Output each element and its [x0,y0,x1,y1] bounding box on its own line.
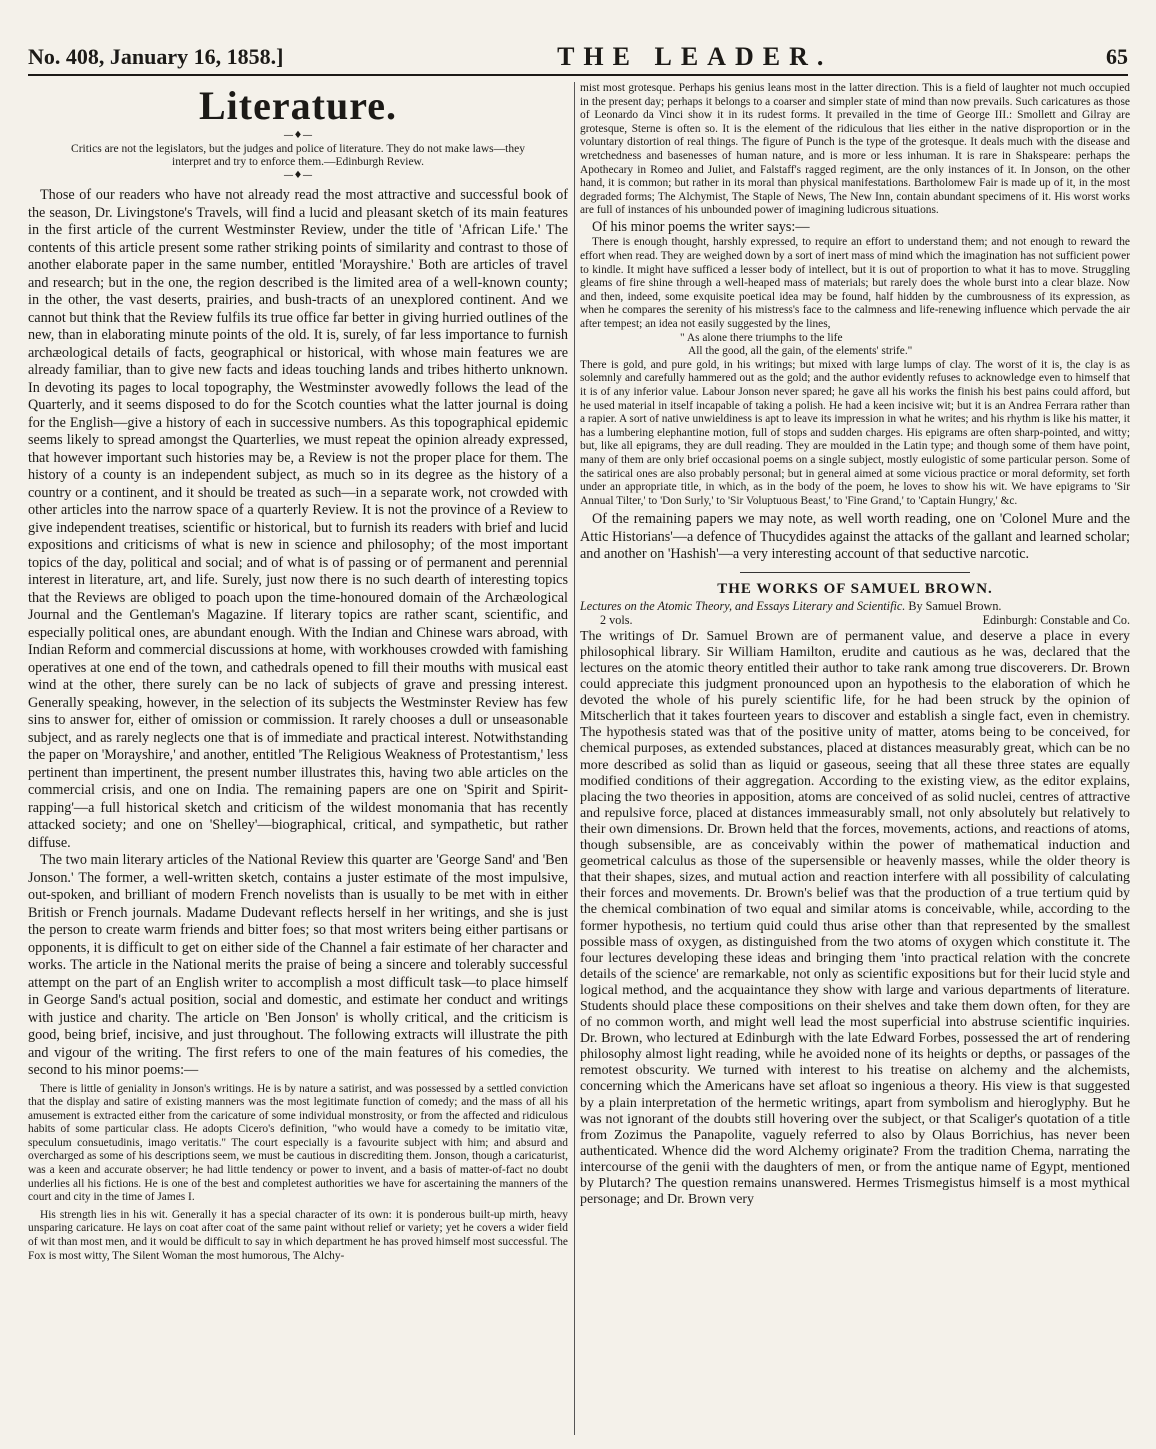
verse-line-2: All the good, all the gain, of the elements' strife." [688,345,913,358]
review-work-title: Lectures on the Atomic Theory, and Essays Literary and Scientific. [580,598,906,613]
quotation-comedy: There is little of geniality in Jonson's writings. He is by nature a satirist, and was possessed by a settled conviction that the display and satire of existing manners was the most legitimate function of comedy; and the mass of all his amusement is extracted either from the caricature of some individual monstrosity, or from the affected and ridiculous habits of some particular class. He adopts Cicero's definition, "who would have a comedy to be imitatio vitæ, speculum consuetudinis, imago veritatis." The court especially is a favourite subject with him; and absurd and overcharged as some of his descriptions seem, we must be cautious in discrediting them. Jonson, though a caricaturist, was a keen and accurate observer; he had little tendency or power to invent, and a basis of matter-of-fact no doubt underlies all his fictions. He is one of the best and completest authorities we have for ascertaining the manners of the court and city in the time of James I. [28,1082,568,1204]
review-body: The writings of Dr. Samuel Brown are of permanent value, and deserve a place in every philosophical library. Sir William Hamilton, erudite and cautious as he was, declared that the lectures on the atomic theory entitled their author to take rank among true discoverers. Dr. Brown could appreciate this judgment pronounced upon an hypothesis to the elaboration of which he devoted the whole of his purely scientific life, for he had been struck by the opinion of Mitscherlich that it takes fourteen years to discover and establish a single fact, even in chemistry. The hypothesis stated was that of the positive unity of matter, atoms being to be conceived, for chemical purposes, as extended substances, placed at distances measurably great, which can be no more described as solid than as liquid or gaseous, seeing that all these three states are equally modified conditions of their aggregation. According to the existing view, as the editor explains, placing the two theories in apposition, atoms are conceived of as solid nuclei, centres of attractive and repulsive force, placed at distances immeasurably small, not only absolutely but relatively to their own dimensions. Dr. Brown held that the forces, movements, actions, and reactions of atoms, though subsensible, are as conceivably within the power of mathematical induction and geometrical calculus as those of the supersensible or heavenly masses, while the older theory is that their shapes, sizes, and mutual action and reaction interfere with all possibility of calculating their forces and movements. Dr. Brown's belief was that the production of a true tertium quid by the chemical combination of two equal and similar atoms is conceivable, while, according to the former hypothesis, no tertium quid could thus arise other than that represented by the smallest possible mass of oxygen, as distinguished from the two atoms of oxygen which constitute it. The four lectures developing these ideas and bringing them 'into practical relation with the concrete details of the science' are remarkable, not only as scientific expositions but for their lucid style and logical method, and the acquaintance they show with large and various departments of literature. Students should place these compositions on their shelves and take them down often, for they are of no common worth, and might well lead the most superficial into abstruse scientific inquiries. Dr. Brown, who lectured at Edinburgh with the late Edward Forbes, possessed the art of rendering philosophy almost light reading, while he avoided none of its heights or depths, or passages of the remotest obscurity. We turned with interest to his treatise on alchemy and the alchemists, concerning which the Americans have set afloat so ingenious a theory. His view is that suggested by a plain interpretation of the hermetic writings, apart from symbolism and hieroglyphy. But he was not ignorant of the doubts still hovering over the subject, or that Scaliger's quotation of a title from Zozimus the Panapolite, vaguely referred to also by Olaus Borrichius, has never been authenticated. Whence did the word Alchemy originate? From the tradition Chema, narrating the intercourse of the genii with the daughters of men, or from the antique name of Egypt, mentioned by Plutarch? The question remains unanswered. Hermes Trismegistus himself is a most mythical personage; and Dr. Brown very [580,628,1130,1208]
review-subtitle [580,599,1130,613]
left-column [28,82,568,1439]
ornament-divider: —♦— [283,130,313,141]
issue-date: No. 408, January 16, 1858.] [28,44,284,69]
article-paragraph-remaining-papers: Of the remaining papers we may note, as well worth reading, one on 'Colonel Mure and the Attic Historians'—a defence of Thucydides against the attacks of the gallant and learned scholar; and another on 'Hashish'—a very interesting account of that seductive narcotic. [580,511,1130,563]
review-volumes: 2 vols. [600,612,633,627]
ornament-divider-2: —♦— [283,170,313,181]
article-paragraph-minor-poems: Of his minor poems the writer says:— [592,218,810,235]
section-rule [740,572,970,573]
article-paragraph-westminster: Those of our readers who have not already read the most attractive and successful book of the season, Dr. Livingstone's Travels, will find a lucid and pleasant sketch of its main features in the first article of the current Westminster Review, under the title of 'African Life.' The contents of this article present some rather striking points of similarity and contrast to those of another elaborate paper in the same number, entitled 'Morayshire.' Both are articles of travel and research; but in the one, the region described is the limited area of a well-known county; in the other, the vast deserts, prairies, and bush-tracts of an unexplored continent. And we cannot but think that the Review fulfils its true office far better in giving hurried outlines of the new, than in elaborating minute points of the old. It is, surely, of far less importance to furnish archæological details of facts, geographical or historical, with whose main features we are already familiar, than to give new facts and ideas touching lands and tribes hitherto unknown. In devoting its pages to local topography, the Westminster avowedly follows the lead of the Quarterly, and it seems disposed to do for the Scotch counties what the latter journal is doing for the English—give a history of each in successive numbers. As this topographical epidemic seems likely to spread amongst the Quarterlies, we must repeat the opinion already expressed, that however important such histories may be, a Review is not the proper place for them. The history of a county is an independent subject, as much so in its degree as the history of a country or a continent, and it should be treated as such—in a separate work, not crowded with other articles into the narrow space of a quarterly Review. It is not the province of a Review to give independent treatises, scientific or historical, but to furnish its readers with brief and lucid expositions and criticisms of what is new in science and philosophy; of the most important topics of the day, political and social; and of what is of passing or of permanent and perennial interest in literature, art, and life. Surely, just now there is no such dearth of interesting topics that the Reviews are obliged to poach upon the time-honoured domain of the Archæological Journal and the Gentleman's Magazine. If literary topics are rather scant, scientific, and especially political ones, are abundant enough. With the Indian and Chinese wars abroad, with Indian Reform and commercial discussions at home, with workhouses crowded with famishing operatives at one end of the town, and cathedrals opened to fill their mouths with musical east wind at the other, there surely can be no lack of subjects of grave and pressing interest. Generally speaking, however, in the selection of its subjects the Westminster Review has few sins to answer for, either of omission or commission. It rarely chooses a dull or unseasonable subject, and as rarely neglects one that is of immediate and practical interest. Notwithstanding the paper on 'Morayshire,' and another, entitled 'The Religious Weakness of Protestantism,' less pertinent than impertinent, the present number illustrates this, having two able articles on the commercial crisis, and one on India. The remaining papers are one on 'Spirit and Spirit-rapping'—a full historical sketch and criticism of the wildest monomania that has recently attacked society; and one on 'Shelley'—biographical, critical, and sympathetic, but rather diffuse. [28,187,568,851]
quotation-gold-and-clay: There is gold, and pure gold, in his writings; but mixed with large lumps of clay. The worst of it is, the clay is as solemnly and carefully hammered out as the gold; and the author evidently refuses to acknowledge even to himself that it is of any inferior value. Labour Jonson never spared; he gave all his works the finish his best pains could afford, but he used material in itself incapable of taking a polish. He had a keen incisive wit; but it is an Andrea Ferrara rather than a rapier. A sort of native unwieldiness is apt to leave its impression in what he writes; and his rhythm is like his matter, it has a lumbering elephantine motion, full of stops and sudden charges. His epigrams are often sharp-pointed, and witty; but, like all epigrams, they are dull reading. They are moulded in the Latin type; and though some of them have point, many of them are only brief occasional poems on a single subject, mostly eulogistic of some particular person. Some of the satirical ones are also probably personal; but in general aimed at some vicious practice or moral deformity, set forth under an appropriate title, in which, as in the body of the poem, he loves to show his wit. We have epigrams to 'Sir Annual Tilter,' to 'Don Surly,' to 'Sir Voluptuous Beast,' to 'Fine Grand,' to 'Captain Hungry,' &c. [580,358,1130,507]
page-number: 65 [1106,44,1128,69]
right-column [580,82,1130,1439]
verse-line-1: " As alone there triumphs to the life [680,331,843,344]
review-publication-line [580,613,1130,627]
quotation-wit: His strength lies in his wit. Generally it has a special character of its own: it is ponderous built-up mirth, heavy unsparing caricature. He lays on coat after coat of the same paint without relief or variety; yet he covers a wider field of wit than most men, and it would be difficult to say in which department he has proved himself most successful. The Fox is most witty, The Silent Woman the most humorous, The Alchy- [28,1208,568,1262]
quotation-wit-continued: mist most grotesque. Perhaps his genius leans most in the latter direction. This is a field of laughter not much occupied in the present day; perhaps it belongs to a coarser and simpler state of mind than now prevails. Such caricatures as those of Leonardo da Vinci show it in its rudest forms. It prevailed in the time of George III.: Smollett and Gilray are grotesque, Sterne is often so. It is the element of the ridiculous that lies either in the native disproportion or in the voluntary distortion of real things. The figure of Punch is the type of the grotesque. It deals much with the disease and wretchedness and basenesses of human nature, and is more or less inhuman. It is rare in Shakspeare: perhaps the Apothecary in Romeo and Juliet, and Falstaff's ragged regiment, are the only instances of it. In Jonson, on the other hand, it is common; but rather in its moral than physical manifestations. Bartholomew Fair is made up of it, in the most degraded forms; The Alchymist, The Staple of News, The New Inn, contain abundant specimens of it. His worst works are full of instances of his unbounded power of imagining ludicrous situations. [580,82,1130,217]
review-author: By Samuel Brown. [908,598,1002,613]
review-title: THE WORKS OF SAMUEL BROWN. [717,580,993,597]
quotation-minor-poems: There is enough thought, harshly expressed, to require an effort to understand them; and not enough to reward the effort when read. They are weighed down by a sort of inert mass of mind which the imagination has not sufficient power to kindle. It might have sufficed a lesser body of intellect, but it is out of proportion to what it has to move. Struggling gleams of fire shine through a well-heaped mass of materials; but rarely does the whole burst into a clear blaze. Now and then, indeed, some exquisite poetical idea may be found, half hidden by the cumbrousness of its expression, as when he compares the serenity of his mistress's face to the calmness and life-renewing influence which pervade the air after tempest; an idea not easily suggested by the lines, [580,236,1130,330]
review-publisher: Edinburgh: Constable and Co. [982,612,1130,627]
section-motto: Critics are not the legislators, but the judges and police of literature. They do not make laws—they interpret and try to enforce them.—Edinburgh Review. [71,143,525,168]
masthead-title: THE LEADER. [557,42,833,71]
column-divider [574,82,575,1435]
running-head [28,40,1128,76]
article-paragraph-national: The two main literary articles of the National Review this quarter are 'George Sand' and 'Ben Jonson.' The former, a well-written sketch, contains a juster estimate of the most impulsive, out-spoken, and brilliant of modern French novelists than is usually to be met with in either British or French journals. Madame Dudevant reflects herself in her writings, and she is just the person to create warm friends and bitter foes; so that most writers being either partisans or opponents, it is difficult to get on either side of the Channel a fair estimate of her character and works. The article in the National merits the praise of being a sincere and tolerably successful attempt on the part of an English writer to accomplish a most difficult task—to place himself in George Sand's actual position, social and domestic, and estimate her conduct and writings with justice and charity. The article on 'Ben Jonson' is wholly critical, and the criticism is good, being brief, incisive, and just throughout. The following extracts will illustrate the pith and vigour of the writing. The first refers to one of the main features of his comedies, the second to his minor poems:— [28,852,568,1078]
section-title: Literature. [199,83,397,128]
